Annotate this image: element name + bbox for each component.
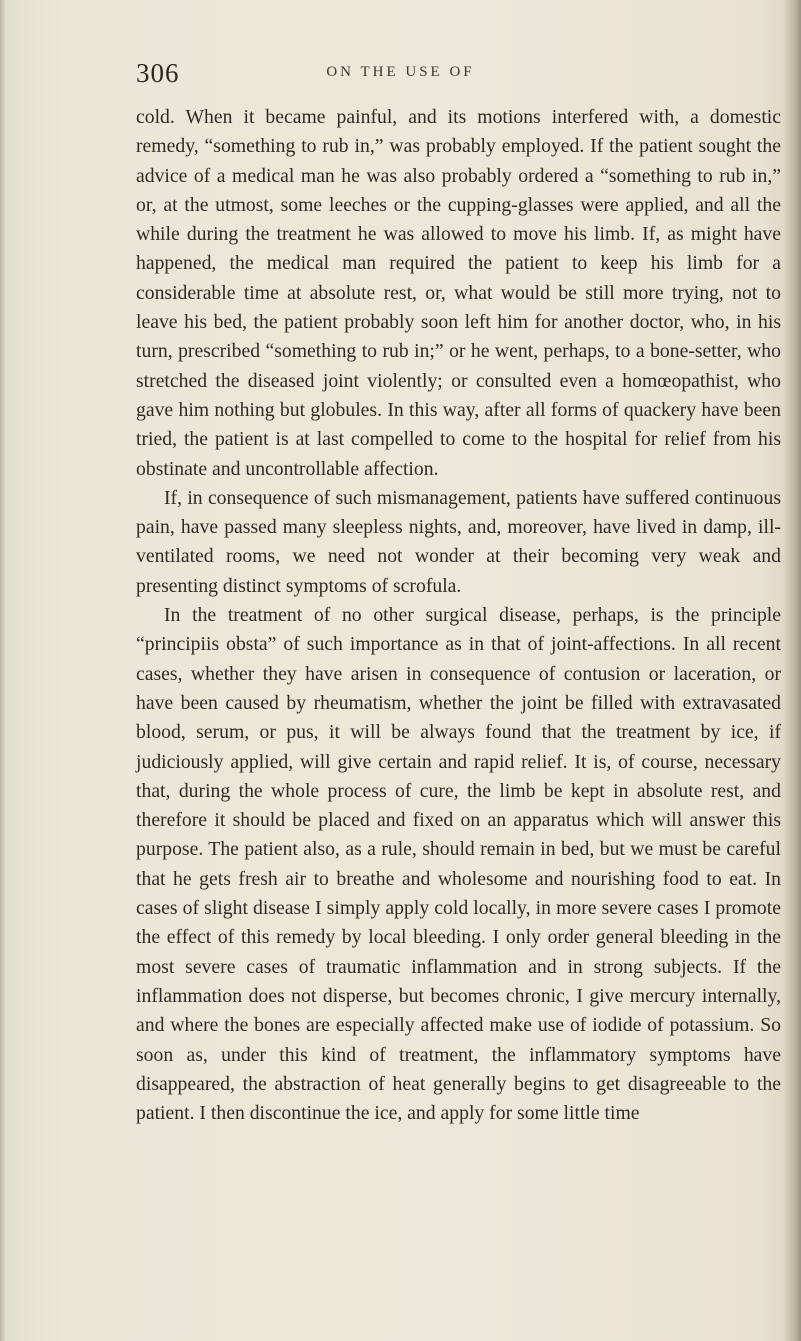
running-head: ON THE USE OF <box>326 64 475 80</box>
page-binding-shadow <box>783 0 801 1341</box>
page-number: 306 <box>136 58 180 88</box>
paragraph-2: If, in consequence of such mismanagement, patients have suffered continuous pain, have passed many sleepless nights, and, moreover, have lived in damp, ill-ventilated rooms, we need not wonder at their becoming very weak and presenting distinct symptoms of scrofula. <box>136 486 781 597</box>
page-left-edge-shadow <box>0 0 6 1341</box>
paragraph-1: cold. When it became painful, and its motions interfered with, a domestic remedy, “something to rub in,” was probably employed. If the patient sought the advice of a medical man he was also probably ordered a “something to rub in,” or, at the utmost, some leeches or the cupping-glasses were applied, and all the while during the treatment he was allowed to move his limb. If, as might have happened, the medical man required the patient to keep his limb for a considerable time at absolute rest, or, what would be still more trying, not to leave his bed, the patient probably soon left him for another doctor, who, in his turn, prescribed “something to rub in;” or he went, perhaps, to a bone-setter, who stretched the diseased joint violently; or consulted even a homœopathist, who gave him nothing but globules. In this way, after all forms of quackery have been tried, the patient is at last compelled to come to the hospital for relief from his obstinate and uncontrollable affection. <box>136 106 781 480</box>
paragraph-3: In the treatment of no other surgical disease, perhaps, is the principle “principiis obsta” of such importance as in that of joint-affections. In all recent cases, whether they have arisen in consequence of contusion or laceration, or have been caused by rheumatism, whether the joint be filled with extravasated blood, serum, or pus, it will be always found that the treatment by ice, if judiciously applied, will give certain and rapid relief. It is, of course, necessary that, during the whole process of cure, the limb be kept in absolute rest, and therefore it should be placed and fixed on an apparatus which will answer this purpose. The patient also, as a rule, should remain in bed, but we must be careful that he gets fresh air to breathe and wholesome and nourishing food to eat. In cases of slight disease I simply apply cold locally, in more severe cases I promote the effect of this remedy by local bleeding. I only order general bleeding in the most severe cases of traumatic inflammation and in strong subjects. If the inflammation does not disperse, but becomes chronic, I give mercury internally, and where the bones are especially affected make use of iodide of potassium. So soon as, under this kind of treatment, the inflammatory symptoms have disappeared, the abstraction of heat generally begins to get disagreeable to the patient. I then discontinue the ice, and apply for some little time <box>136 604 781 1125</box>
body-text <box>136 103 781 1128</box>
